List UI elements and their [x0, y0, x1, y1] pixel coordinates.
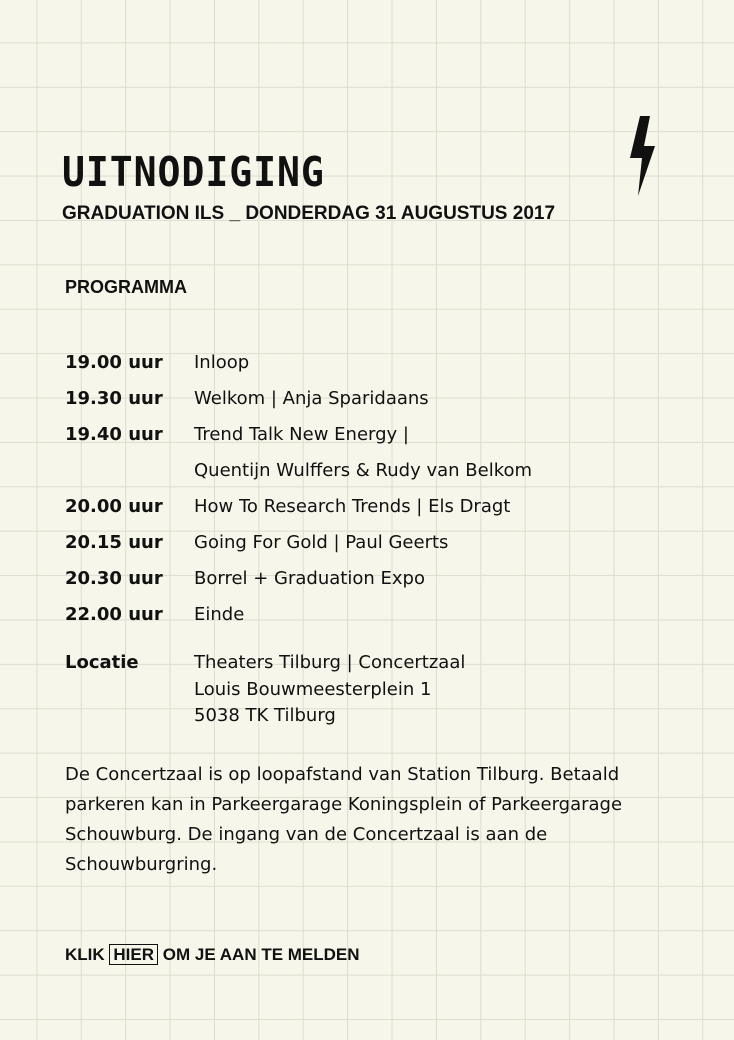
program-row [65, 416, 532, 452]
location-venue: Theaters Tilburg | Concertzaal [194, 652, 466, 673]
program-time: 22.00 uur [65, 603, 163, 625]
event-subtitle: GRADUATION ILS _ DONDERDAG 31 AUGUSTUS 2017 [62, 203, 556, 224]
location-address [194, 650, 465, 730]
program-row [65, 596, 532, 632]
program-time: 19.40 uur [65, 423, 163, 445]
program-row [65, 560, 532, 596]
program-description: Welkom | Anja Sparidaans [194, 387, 429, 409]
location-postcode: 5038 TK Tilburg [194, 705, 336, 726]
program-time: 20.00 uur [65, 495, 163, 517]
program-time: 19.30 uur [65, 387, 163, 409]
program-row [65, 524, 532, 560]
program-list [65, 344, 532, 632]
program-time: 20.30 uur [65, 567, 163, 589]
cta-prefix: KLIK [65, 945, 105, 964]
signup-link[interactable]: HIER [109, 944, 158, 965]
signup-cta [65, 944, 360, 966]
cta-suffix: OM JE AAN TE MELDEN [162, 945, 360, 964]
program-description: Einde [194, 603, 245, 625]
program-description: Borrel + Graduation Expo [194, 567, 425, 589]
program-time: 20.15 uur [65, 531, 163, 553]
program-description: Quentijn Wulffers & Rudy van Belkom [194, 459, 533, 481]
program-heading: PROGRAMMA [65, 277, 187, 297]
program-row [65, 488, 532, 524]
directions-note: De Concertzaal is op loopafstand van Station Tilburg. Betaald parkeren kan in Parkeergarage Koningsplein of Parkeergarage Schouwburg. De ingang van de Concertzaal is aan de Schouwburgring. [65, 764, 623, 875]
location-street: Louis Bouwmeesterplein 1 [194, 678, 432, 700]
location-block [65, 650, 465, 730]
program-row [65, 452, 532, 488]
invitation-title: UITNODIGING [62, 148, 325, 196]
lightning-bolt-icon [624, 116, 660, 196]
program-description: Trend Talk New Energy | [194, 423, 409, 445]
program-time: 19.00 uur [65, 351, 163, 373]
program-row [65, 344, 532, 380]
program-description: How To Research Trends | Els Dragt [194, 495, 511, 517]
location-label: Locatie [65, 652, 139, 673]
program-row [65, 380, 532, 416]
program-description: Going For Gold | Paul Geerts [194, 531, 449, 553]
program-description: Inloop [194, 351, 250, 373]
